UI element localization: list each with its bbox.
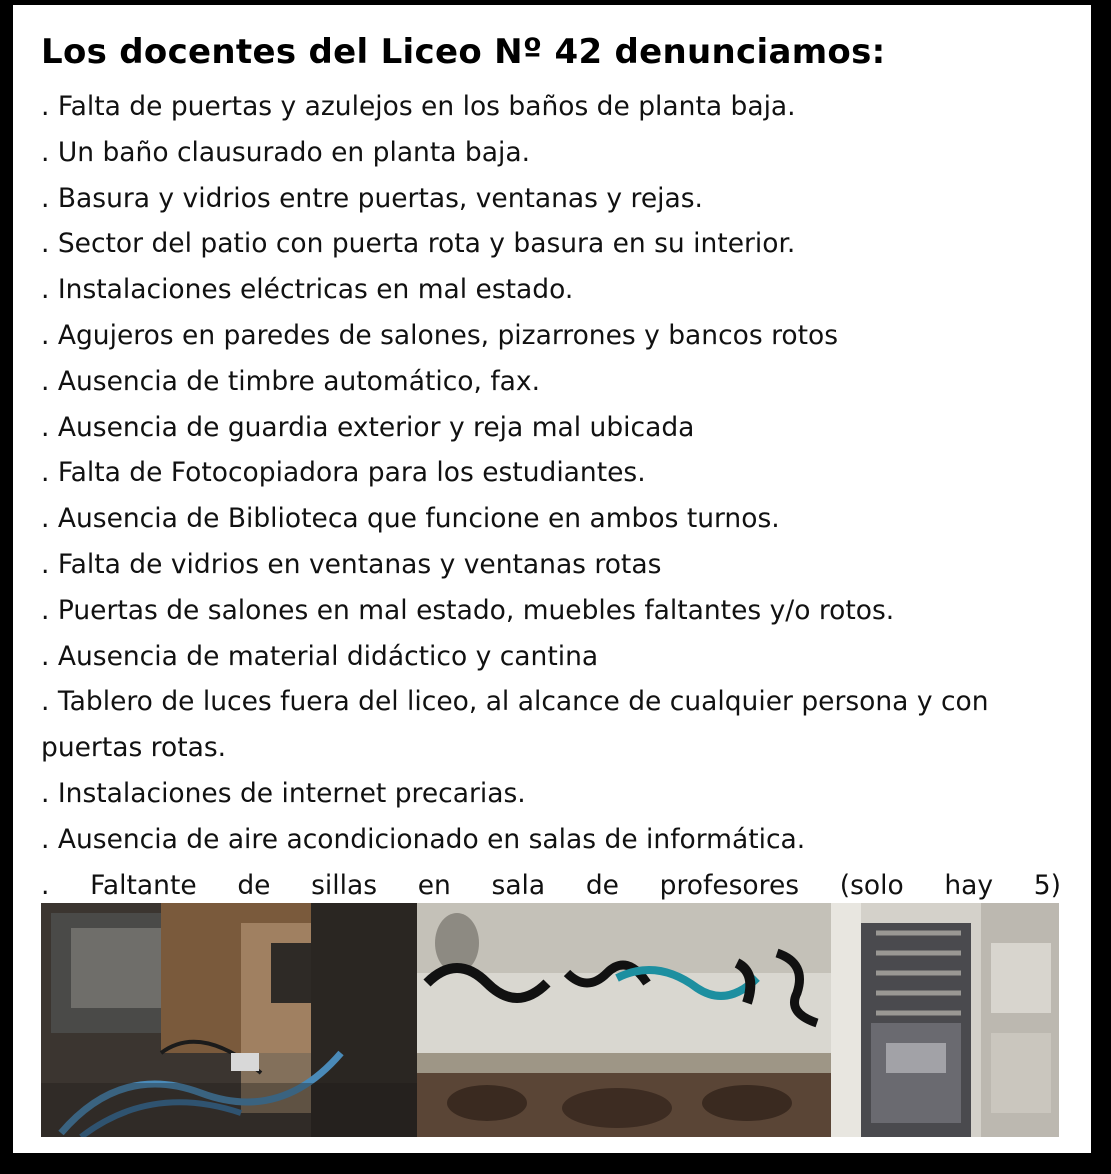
- photo-strip: [41, 903, 1059, 1137]
- complaint-list: [41, 84, 1063, 908]
- list-item: . Un baño clausurado en planta baja.: [41, 136, 530, 168]
- word: de: [585, 869, 619, 901]
- word: Faltante: [90, 869, 197, 901]
- word: 5): [1033, 869, 1061, 901]
- list-item: . Ausencia de guardia exterior y reja mal ubicada: [41, 411, 695, 443]
- word: de: [237, 869, 271, 901]
- list-item: . Falta de Fotocopiadora para los estudiantes.: [41, 457, 646, 489]
- graffiti-wall-photo: [417, 903, 831, 1137]
- word: profesores: [659, 869, 800, 901]
- flyer-page: [13, 5, 1091, 1153]
- electrical-panel-photo: [41, 903, 417, 1137]
- list-item: . Ausencia de aire acondicionado en salas de informática.: [41, 823, 806, 855]
- barred-window-photo: [831, 903, 1059, 1137]
- list-item: . Sector del patio con puerta rota y basura en su interior.: [41, 228, 796, 260]
- list-item: . Ausencia de material didáctico y cantina: [41, 640, 599, 672]
- word: sala: [491, 869, 546, 901]
- list-item: . Puertas de salones en mal estado, muebles faltantes y/o rotos.: [41, 594, 895, 626]
- word: (solo: [839, 869, 904, 901]
- list-item: . Ausencia de Biblioteca que funcione en ambos turnos.: [41, 503, 780, 535]
- list-item-last: [41, 863, 1063, 909]
- list-item: . Falta de vidrios en ventanas y ventanas rotas: [41, 548, 662, 580]
- list-item: . Agujeros en paredes de salones, pizarrones y bancos rotos: [41, 319, 839, 351]
- list-item: . Instalaciones eléctricas en mal estado.: [41, 274, 574, 306]
- list-item: . Tablero de luces fuera del liceo, al alcance de cualquier persona y con puertas rotas.: [41, 686, 989, 764]
- word: hay: [944, 869, 994, 901]
- list-item: . Falta de puertas y azulejos en los baños de planta baja.: [41, 91, 796, 122]
- list-item: . Ausencia de timbre automático, fax.: [41, 365, 540, 397]
- word: sillas: [311, 869, 378, 901]
- flyer-title: Los docentes del Liceo Nº 42 denunciamos:: [41, 32, 886, 72]
- list-item: . Basura y vidrios entre puertas, ventanas y rejas.: [41, 182, 703, 214]
- justified-line: [41, 863, 1061, 909]
- list-item: . Instalaciones de internet precarias.: [41, 777, 526, 809]
- word: .: [41, 869, 50, 901]
- word: en: [417, 869, 451, 901]
